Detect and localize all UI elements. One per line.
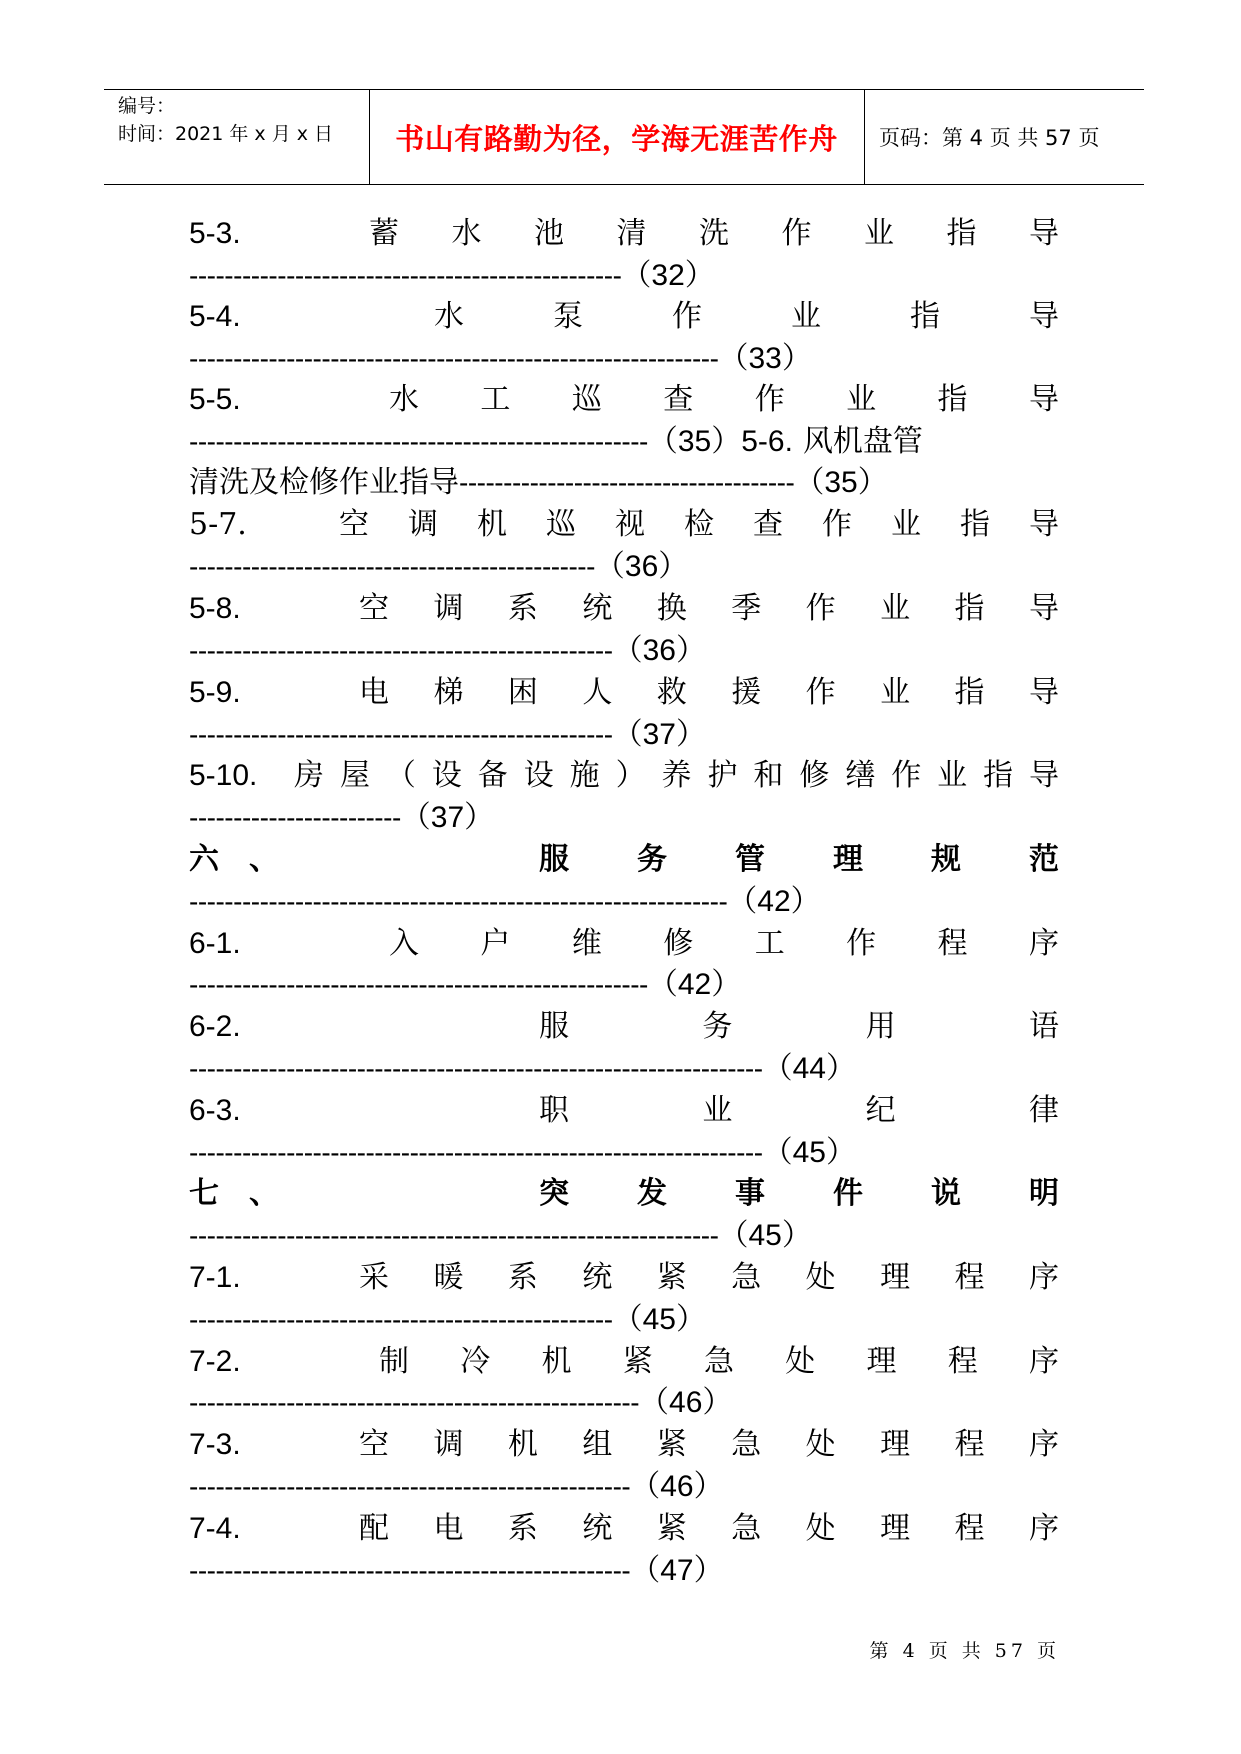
toc-title-char: 电 [359, 675, 389, 710]
toc-title-char: 人 [582, 675, 613, 710]
toc-entry-number: 6-2. [189, 1010, 241, 1043]
toc-leader-dashes: ------------------------ [189, 802, 401, 833]
toc-entry-number: 5-9. [189, 676, 241, 709]
paren-open: （ [639, 1385, 670, 1420]
paren-close: ） [675, 633, 706, 668]
toc-entry-chars [389, 923, 1059, 965]
toc-entry-title[interactable] [189, 588, 1059, 630]
toc-page-number: 32 [651, 259, 685, 292]
toc-title-char: 指 [910, 299, 940, 334]
toc-title-char: 务 [702, 1009, 733, 1044]
toc-title-char: 组 [582, 1427, 613, 1462]
toc-entry-chars [434, 296, 1059, 338]
toc-title-char: 池 [534, 216, 564, 251]
paren-open: （ [647, 424, 678, 459]
toc-entry-number: 5-8. [189, 592, 241, 625]
toc-title-char: 清 [616, 216, 647, 251]
toc-title-char: 空 [339, 507, 369, 542]
toc-title-char: 作 [891, 758, 922, 793]
toc-title-char: 巡 [571, 382, 602, 417]
toc-title-char: 处 [805, 1427, 836, 1462]
toc-title-char: 理 [880, 1260, 911, 1295]
toc-title-char: 作 [672, 299, 702, 334]
toc-title-char: 救 [656, 675, 687, 710]
toc-entry-title-part: 风机盘管 [802, 424, 923, 459]
toc-entry-number: 5-5. [189, 383, 241, 416]
toc-leader-dashes: ----------------------------------------------------------------- [189, 1053, 763, 1084]
toc-title-char: 职 [539, 1093, 569, 1128]
toc-entry-number: 5-6. [741, 425, 793, 458]
toc-leader-dashes: ---------------------------------------------------- [189, 969, 648, 1000]
toc-title-char: 程 [954, 1511, 985, 1546]
toc-title-char: 紧 [622, 1344, 653, 1379]
toc-title-char: 说 [931, 1176, 961, 1211]
toc-title-char: 作 [754, 382, 785, 417]
toc-title-char: 指 [937, 382, 968, 417]
toc-leader-dashes: ------------------------------------------------------------- [189, 886, 728, 917]
paren-close: ） [693, 1553, 724, 1588]
toc-leader-dashes: ---------------------------------------------------- [189, 426, 648, 457]
toc-entry-leader[interactable] [189, 714, 1059, 756]
toc-title-char: 泵 [553, 299, 583, 334]
toc-entry-title-part: 清洗及检修作业指导 [189, 465, 459, 500]
toc-title-char: 业 [791, 299, 821, 334]
paren-close: ） [790, 884, 821, 919]
toc-entry-title[interactable] [189, 1257, 1059, 1299]
toc-title-char: 务 [637, 842, 667, 877]
toc-title-char: 导 [1029, 299, 1059, 334]
toc-title-char: 突 [539, 1176, 569, 1211]
toc-title-char: 设 [431, 758, 462, 793]
toc-page-number: 36 [642, 634, 676, 667]
toc-title-char: 统 [582, 1260, 613, 1295]
toc-title-char: 设 [523, 758, 554, 793]
toc-entry-chars [539, 1006, 1059, 1048]
toc-page-number: 37 [430, 801, 465, 834]
toc-title-char: 序 [1028, 1260, 1059, 1295]
toc-title-char: 急 [731, 1511, 762, 1546]
toc-entry-title[interactable] [189, 672, 1059, 714]
toc-title-char: 导 [1028, 591, 1059, 626]
toc-title-char: 换 [656, 591, 687, 626]
toc-title-char: 水 [451, 216, 482, 251]
toc-page-number: 35 [677, 425, 712, 458]
toc-title-char: 系 [507, 1260, 538, 1295]
toc-title-char: 调 [408, 507, 438, 542]
toc-title-char: 作 [846, 926, 877, 961]
toc-title-char: 导 [1029, 758, 1059, 793]
toc-title-char: 养 [661, 758, 692, 793]
toc-entry-chars [359, 1257, 1059, 1299]
toc-title-char: 业 [702, 1093, 733, 1128]
toc-title-char: 程 [947, 1344, 978, 1379]
toc-leader-dashes: -------------------------------------------------- [189, 1555, 631, 1586]
paren-open: （ [612, 1302, 643, 1337]
toc-title-char: 处 [805, 1260, 836, 1295]
toc-entry-number: 7-3. [189, 1428, 241, 1461]
paren-open: （ [727, 884, 758, 919]
toc-page-number: 44 [792, 1052, 826, 1085]
toc-title-char: 处 [805, 1511, 836, 1546]
toc-title-char: 工 [754, 926, 785, 961]
toc-title-char: 蓄 [369, 216, 399, 251]
toc-title-char: 护 [707, 758, 738, 793]
paren-open: （ [718, 1218, 749, 1253]
toc-title-char: 户 [480, 926, 511, 961]
toc-entry-title[interactable] [189, 1341, 1059, 1383]
toc-entry-leader[interactable] [189, 338, 1059, 380]
toc-entry-number: 7-2. [189, 1345, 241, 1378]
page-header [104, 89, 1144, 185]
toc-title-char: 指 [983, 758, 1014, 793]
toc-title-char: 水 [434, 299, 464, 334]
toc-entry-leader[interactable] [189, 255, 1059, 297]
paren-close: ） [675, 717, 706, 752]
toc-title-char: 水 [389, 382, 419, 417]
header-left-cell [104, 90, 369, 186]
toc-title-char: 急 [731, 1427, 762, 1462]
toc-page-number: 46 [669, 1386, 703, 1419]
toc-entry-title[interactable] [189, 1090, 1059, 1132]
toc-title-char: 工 [480, 382, 511, 417]
paren-open: （ [612, 633, 643, 668]
toc-title-char: 空 [359, 591, 389, 626]
toc-entry-leader[interactable] [189, 1299, 1059, 1341]
toc-title-char: 业 [937, 758, 968, 793]
page-footer: 第 4 页 共 57 页 [869, 1640, 1060, 1662]
toc-entry-chars [339, 504, 1059, 546]
toc-entry-chars [294, 755, 1059, 797]
toc-title-char: 指 [960, 507, 990, 542]
toc-leader-dashes: ------------------------------------------------- [189, 260, 622, 291]
toc-entry-leader[interactable] [189, 881, 1059, 923]
toc-entry-number: 6-3. [189, 1094, 241, 1127]
toc-title-char: 调 [433, 1427, 464, 1462]
paren-open: （ [794, 465, 825, 500]
paren-close: ） [711, 967, 742, 1002]
toc-entry-chars [359, 1508, 1059, 1550]
toc-title-char: ） [615, 758, 646, 793]
header-motto: 书山有路勤为径，学海无涯苦作舟 [395, 121, 838, 156]
toc-page-number: 45 [642, 1303, 676, 1336]
toc-leader-dashes: --------------------------------------------------- [189, 1387, 640, 1418]
toc-leader-dashes: ---------------------------------------------- [189, 551, 595, 582]
toc-title-char: 修 [663, 926, 694, 961]
toc-title-char: 导 [1029, 507, 1059, 542]
toc-title-char: 业 [880, 675, 911, 710]
toc-title-char: 统 [582, 591, 613, 626]
toc-title-char: 急 [731, 1260, 762, 1295]
paren-open: （ [594, 549, 625, 584]
toc-entry-chars [539, 839, 1059, 881]
paren-open: （ [718, 341, 749, 376]
paren-open: （ [762, 1135, 793, 1170]
toc-entry-title[interactable] [189, 213, 1059, 255]
toc-title-char: 程 [954, 1260, 985, 1295]
paren-open: （ [630, 1553, 661, 1588]
toc-entry-title[interactable] [189, 1424, 1059, 1466]
paren-close: ） [825, 1135, 856, 1170]
toc-title-char: 业 [846, 382, 877, 417]
toc-title-char: 紧 [656, 1260, 687, 1295]
paren-open: （ [647, 967, 678, 1002]
toc-page-number: 47 [660, 1554, 694, 1587]
paren-close: ） [684, 258, 715, 293]
paren-open: （ [630, 1469, 661, 1504]
toc-entry-chars [539, 1090, 1059, 1132]
paren-close: ） [693, 1469, 724, 1504]
toc-title-char: 梯 [433, 675, 464, 710]
paren-close: ） [857, 465, 888, 500]
toc-leader-dashes: ------------------------------------------------------------ [189, 1220, 719, 1251]
toc-entry-chars [359, 672, 1059, 714]
toc-entry-title[interactable] [189, 755, 1059, 797]
header-page-info: 页码：第 4 页 共 57 页 [879, 126, 1100, 150]
toc-title-char: 导 [1028, 382, 1059, 417]
toc-entry-number: 5-3. [189, 217, 241, 250]
toc-title-char: 施 [569, 758, 600, 793]
toc-title-char: 范 [1029, 842, 1059, 877]
toc-title-char: 序 [1029, 1344, 1059, 1379]
toc-title-char: 系 [507, 1511, 538, 1546]
paren-close: ） [711, 424, 742, 459]
toc-title-char: 理 [880, 1511, 911, 1546]
toc-title-char: 机 [541, 1344, 572, 1379]
toc-title-char: 查 [663, 382, 694, 417]
toc-leader-dashes: ------------------------------------------------ [189, 1304, 613, 1335]
toc-title-char: 作 [805, 591, 836, 626]
toc-entry-title[interactable] [189, 1508, 1059, 1550]
toc-entry-leader[interactable] [189, 630, 1059, 672]
toc-entry-leader[interactable] [189, 546, 1059, 588]
toc-title-char: 指 [954, 675, 985, 710]
toc-title-char: 发 [637, 1176, 667, 1211]
toc-chapter-title[interactable] [189, 1173, 1059, 1215]
paren-close: ） [825, 1051, 856, 1086]
toc-entry-title[interactable] [189, 296, 1059, 338]
toc-title-char: 作 [805, 675, 836, 710]
toc-entry-number: 7-4. [189, 1512, 241, 1545]
toc-title-char: 制 [379, 1344, 409, 1379]
toc-entry-chars [359, 588, 1059, 630]
paren-close: ） [702, 1385, 733, 1420]
toc-title-char: （ [385, 758, 416, 793]
toc-title-char: 援 [731, 675, 762, 710]
paren-close: ） [781, 341, 812, 376]
toc-title-char: 备 [477, 758, 508, 793]
toc-title-char: 理 [866, 1344, 897, 1379]
toc-entry-title[interactable] [189, 379, 1059, 421]
toc-entry-number: 6-1. [189, 927, 241, 960]
paren-close: ） [658, 549, 689, 584]
toc-entry-chars [539, 1173, 1059, 1215]
toc-title-char: 查 [753, 507, 783, 542]
toc-title-char: 缮 [845, 758, 876, 793]
toc-title-char: 指 [954, 591, 985, 626]
toc-title-char: 困 [507, 675, 538, 710]
toc-entry-leader[interactable] [189, 1550, 1059, 1592]
toc-entry-leader[interactable] [189, 421, 1059, 463]
toc-entry-chars [379, 1341, 1059, 1383]
toc-title-char: 服 [539, 842, 569, 877]
paren-open: （ [400, 800, 431, 835]
toc-title-char: 修 [799, 758, 830, 793]
toc-leader-dashes: ------------------------------------------------ [189, 719, 613, 750]
toc-entry-number: 5-4. [189, 300, 241, 333]
toc-entry-number: 5-10. [189, 759, 258, 792]
toc-title-char: 冷 [460, 1344, 491, 1379]
toc-title-char: 规 [931, 842, 961, 877]
toc-entry-title[interactable] [189, 923, 1059, 965]
toc-title-char: 视 [615, 507, 645, 542]
toc-entry-number: 5-7. [189, 507, 247, 542]
toc-title-char: 作 [822, 507, 852, 542]
toc-title-char: 程 [937, 926, 968, 961]
toc-entry-chars [389, 379, 1059, 421]
toc-title-char: 律 [1028, 1093, 1059, 1128]
toc-title-char: 季 [731, 591, 762, 626]
toc-title-char: 语 [1028, 1009, 1059, 1044]
toc-entry-title[interactable] [189, 1006, 1059, 1048]
paren-open: （ [612, 717, 643, 752]
toc-title-char: 入 [389, 926, 419, 961]
toc-page-number: 36 [624, 550, 659, 583]
toc-page-number: 45 [748, 1219, 782, 1252]
toc-title-char: 检 [684, 507, 714, 542]
toc-title-char: 事 [735, 1176, 765, 1211]
toc-title-char: 配 [359, 1511, 389, 1546]
toc-leader-dashes: ----------------------------------------------------------------- [189, 1137, 763, 1168]
toc-title-char: 巡 [546, 507, 576, 542]
toc-title-char: 服 [539, 1009, 569, 1044]
toc-title-char: 房 [294, 758, 324, 793]
toc-title-char: 紧 [656, 1427, 687, 1462]
toc-page-number: 46 [660, 1470, 694, 1503]
toc-title-char: 调 [433, 591, 464, 626]
toc-title-char: 急 [704, 1344, 734, 1379]
toc-title-char: 明 [1029, 1176, 1059, 1211]
toc-entry-number: 七 、 [189, 1176, 279, 1211]
paren-close: ） [675, 1302, 706, 1337]
toc-title-char: 理 [880, 1427, 911, 1462]
toc-title-char: 空 [359, 1427, 389, 1462]
toc-page-number: 42 [677, 968, 712, 1001]
toc-title-char: 和 [753, 758, 784, 793]
toc-entry-chars [359, 1424, 1059, 1466]
toc-title-char: 程 [954, 1427, 985, 1462]
paren-close: ） [464, 800, 495, 835]
toc-title-char: 电 [433, 1511, 464, 1546]
toc-entry-leader[interactable] [189, 1215, 1059, 1257]
toc-leader-dashes: ------------------------------------------------ [189, 635, 613, 666]
toc-title-char: 采 [359, 1260, 389, 1295]
toc-page-number: 33 [748, 342, 782, 375]
toc-title-char: 业 [864, 216, 894, 251]
document-time-label: 时间：2021 年 x 月 x 日 [118, 123, 334, 145]
toc-entry-leader[interactable] [189, 1466, 1059, 1508]
toc-leader-dashes: -------------------------------------- [459, 467, 795, 498]
toc-title-char: 业 [880, 591, 911, 626]
toc-title-char: 序 [1028, 926, 1059, 961]
toc-chapter-title[interactable] [189, 839, 1059, 881]
toc-title-char: 机 [477, 507, 507, 542]
paren-open: （ [621, 258, 652, 293]
toc-page-number: 35 [824, 466, 858, 499]
toc-title-char: 纪 [865, 1093, 896, 1128]
toc-leader-dashes: -------------------------------------------------- [189, 1471, 631, 1502]
toc-entry-number: 六 、 [189, 842, 279, 877]
toc-title-char: 屋 [339, 758, 370, 793]
toc-title-char: 业 [891, 507, 921, 542]
toc-title-char: 作 [781, 216, 812, 251]
toc-title-char: 用 [865, 1009, 896, 1044]
toc-leader-dashes: ------------------------------------------------------------ [189, 343, 719, 374]
toc-page-number: 45 [792, 1136, 826, 1169]
toc-title-char: 紧 [656, 1511, 687, 1546]
toc-title-char: 导 [1028, 675, 1059, 710]
toc-title-char: 指 [946, 216, 977, 251]
toc-title-char: 暖 [433, 1260, 464, 1295]
toc-title-char: 机 [507, 1427, 538, 1462]
toc-title-char: 序 [1028, 1427, 1059, 1462]
toc-title-char: 导 [1029, 216, 1059, 251]
toc-title-char: 系 [507, 591, 538, 626]
toc-entry-leader[interactable] [189, 797, 1059, 839]
toc-entry-leader[interactable] [189, 964, 1059, 1006]
toc-title-char: 管 [735, 842, 765, 877]
document-number-label: 编号： [118, 95, 176, 117]
toc-entry-leader[interactable] [189, 1382, 1059, 1424]
toc-entry-leader[interactable] [189, 1048, 1059, 1090]
paren-close: ） [781, 1218, 812, 1253]
toc-page-number: 37 [642, 718, 676, 751]
toc-title-char: 件 [833, 1176, 863, 1211]
toc-title-char: 维 [571, 926, 602, 961]
toc-entry-leader[interactable] [189, 1132, 1059, 1174]
toc-page-number: 42 [757, 885, 791, 918]
toc-title-char: 统 [582, 1511, 613, 1546]
toc-entry-chars [369, 213, 1059, 255]
toc-entry-leader[interactable] [189, 462, 1059, 504]
toc-title-char: 序 [1028, 1511, 1059, 1546]
toc-entry-number: 7-1. [189, 1261, 241, 1294]
paren-open: （ [762, 1051, 793, 1086]
toc-title-char: 洗 [699, 216, 729, 251]
toc-title-char: 理 [833, 842, 863, 877]
toc-title-char: 处 [785, 1344, 816, 1379]
toc-entry-title[interactable] [189, 504, 1059, 546]
